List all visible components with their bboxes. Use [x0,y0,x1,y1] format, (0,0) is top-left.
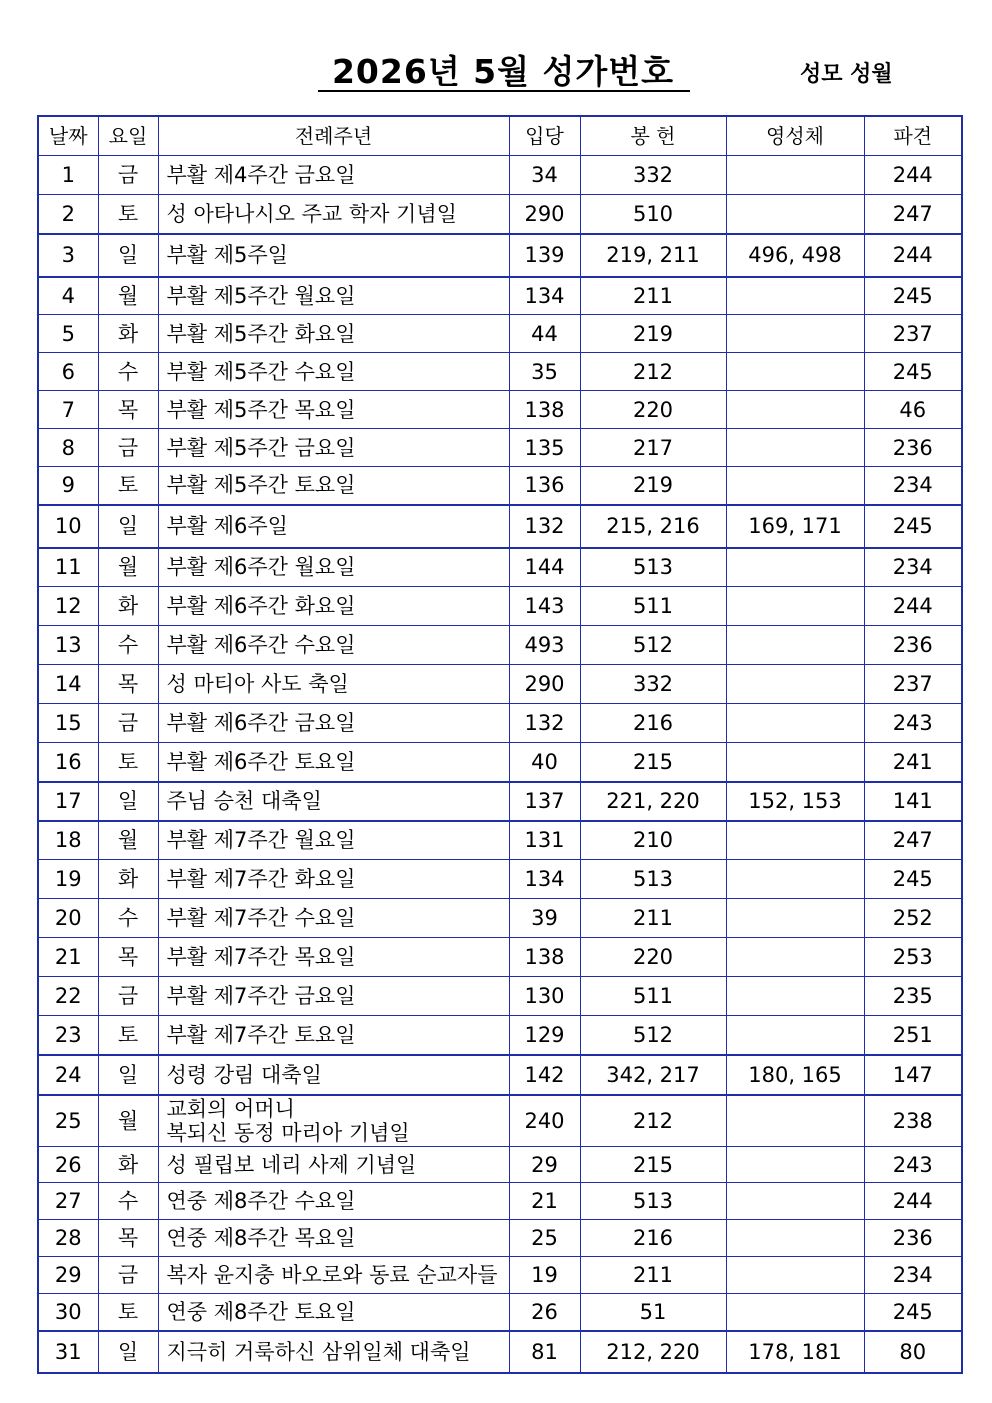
cell-liturgy [158,429,509,467]
cell-liturgy [158,626,509,665]
cell-date: 19 [38,860,98,899]
table-row [38,277,962,315]
table-row [38,587,962,626]
liturgy-line: 교회의 어머니 [166,1096,295,1121]
liturgy-line: 부활 제6주간 수요일 [166,633,356,657]
title-underline [318,90,690,92]
liturgy-line: 부활 제6주간 토요일 [166,749,356,774]
cell-liturgy [158,860,509,899]
cell-entrance: 35 [509,353,580,391]
cell-dismissal: 243 [864,1147,962,1183]
cell-day: 월 [98,821,158,860]
cell-liturgy [158,821,509,860]
cell-dismissal: 235 [864,977,962,1016]
table-row [38,977,962,1016]
cell-day: 토 [98,1294,158,1331]
cell-date: 22 [38,977,98,1016]
cell-communion [726,277,864,315]
cell-liturgy [158,391,509,429]
cell-communion [726,548,864,587]
cell-communion: 496, 498 [726,234,864,277]
cell-liturgy [158,1016,509,1055]
cell-dismissal: 252 [864,899,962,938]
cell-communion [726,353,864,391]
cell-date: 25 [38,1095,98,1147]
cell-communion [726,665,864,704]
cell-offertory: 211 [580,1257,726,1294]
cell-dismissal: 236 [864,1220,962,1257]
cell-dismissal: 245 [864,277,962,315]
cell-communion [726,899,864,938]
cell-dismissal: 236 [864,626,962,665]
cell-entrance: 19 [509,1257,580,1294]
cell-offertory: 513 [580,860,726,899]
cell-communion [726,1183,864,1220]
cell-communion [726,429,864,467]
cell-offertory: 216 [580,1220,726,1257]
liturgy-line: 부활 제5주일 [166,243,288,267]
cell-entrance: 29 [509,1147,580,1183]
cell-entrance: 136 [509,467,580,505]
cell-day: 토 [98,195,158,234]
cell-liturgy [158,467,509,505]
cell-day: 화 [98,587,158,626]
cell-entrance: 137 [509,782,580,821]
table-row [38,704,962,743]
cell-dismissal: 238 [864,1095,962,1147]
table-body [38,156,962,1373]
cell-day: 수 [98,626,158,665]
table-row [38,1331,962,1373]
cell-date: 11 [38,548,98,587]
table-row [38,626,962,665]
cell-entrance: 143 [509,587,580,626]
cell-liturgy [158,704,509,743]
table-row [38,821,962,860]
cell-dismissal: 46 [864,391,962,429]
cell-day: 일 [98,1331,158,1373]
liturgy-line: 부활 제7주간 월요일 [166,828,356,853]
table-row [38,195,962,234]
cell-liturgy [158,277,509,315]
cell-entrance: 130 [509,977,580,1016]
cell-offertory: 220 [580,391,726,429]
cell-dismissal: 245 [864,1294,962,1331]
cell-day: 토 [98,1016,158,1055]
table-row [38,467,962,505]
cell-entrance: 39 [509,899,580,938]
cell-dismissal: 80 [864,1331,962,1373]
liturgy-line: 부활 제5주간 수요일 [166,359,356,384]
liturgy-line: 부활 제4주간 금요일 [166,163,356,187]
table-row [38,315,962,353]
cell-offertory: 215 [580,1147,726,1183]
liturgy-line: 부활 제5주간 토요일 [166,473,356,498]
cell-day: 목 [98,665,158,704]
cell-dismissal: 245 [864,353,962,391]
cell-day: 목 [98,1220,158,1257]
cell-offertory: 215, 216 [580,505,726,548]
table-row [38,1095,962,1147]
table-row [38,1220,962,1257]
cell-date: 4 [38,277,98,315]
cell-date: 13 [38,626,98,665]
cell-offertory: 217 [580,429,726,467]
liturgy-line: 성 아타나시오 주교 학자 기념일 [166,201,457,226]
cell-date: 28 [38,1220,98,1257]
liturgy-line: 부활 제7주간 수요일 [166,906,356,930]
liturgy-line: 부활 제6주간 화요일 [166,594,356,618]
cell-entrance: 144 [509,548,580,587]
cell-offertory: 512 [580,1016,726,1055]
table-row [38,1016,962,1055]
cell-dismissal: 247 [864,195,962,234]
cell-entrance: 131 [509,821,580,860]
cell-entrance: 132 [509,505,580,548]
cell-dismissal: 245 [864,860,962,899]
cell-offertory: 51 [580,1294,726,1331]
cell-liturgy [158,1220,509,1257]
cell-entrance: 138 [509,391,580,429]
cell-date: 29 [38,1257,98,1294]
cell-day: 일 [98,782,158,821]
cell-liturgy [158,899,509,938]
cell-day: 수 [98,353,158,391]
cell-date: 6 [38,353,98,391]
cell-day: 화 [98,860,158,899]
cell-day: 금 [98,429,158,467]
cell-entrance: 493 [509,626,580,665]
cell-dismissal: 237 [864,315,962,353]
table-row [38,1257,962,1294]
cell-offertory: 210 [580,821,726,860]
cell-dismissal: 141 [864,782,962,821]
cell-offertory: 211 [580,277,726,315]
cell-liturgy [158,587,509,626]
cell-liturgy [158,1257,509,1294]
cell-dismissal: 147 [864,1055,962,1095]
cell-entrance: 21 [509,1183,580,1220]
cell-offertory: 212 [580,353,726,391]
table-row [38,1147,962,1183]
cell-liturgy [158,1294,509,1331]
cell-liturgy [158,1095,509,1147]
table-row [38,1055,962,1095]
cell-communion [726,860,864,899]
liturgy-line: 부활 제5주간 목요일 [166,397,356,422]
cell-offertory: 221, 220 [580,782,726,821]
cell-day: 수 [98,899,158,938]
cell-liturgy [158,1147,509,1183]
cell-dismissal: 244 [864,1183,962,1220]
cell-entrance: 134 [509,860,580,899]
table-row [38,1183,962,1220]
cell-communion [726,977,864,1016]
table-row [38,1294,962,1331]
cell-communion [726,315,864,353]
cell-offertory: 342, 217 [580,1055,726,1095]
column-header-liturgy: 전례주년 [158,116,509,156]
column-header-day: 요일 [98,116,158,156]
cell-day: 금 [98,1257,158,1294]
column-header-communion: 영성체 [726,116,864,156]
table-row [38,234,962,277]
cell-date: 15 [38,704,98,743]
cell-offertory: 212 [580,1095,726,1147]
cell-date: 30 [38,1294,98,1331]
cell-communion [726,626,864,665]
liturgy-line: 부활 제7주간 목요일 [166,945,356,969]
cell-dismissal: 236 [864,429,962,467]
table-row [38,782,962,821]
liturgy-line: 부활 제7주간 금요일 [166,984,356,1008]
column-header-entrance: 입당 [509,116,580,156]
cell-communion [726,1147,864,1183]
cell-communion: 180, 165 [726,1055,864,1095]
cell-entrance: 240 [509,1095,580,1147]
cell-offertory: 510 [580,195,726,234]
cell-communion [726,1220,864,1257]
cell-offertory: 511 [580,977,726,1016]
cell-date: 5 [38,315,98,353]
cell-offertory: 211 [580,899,726,938]
cell-offertory: 511 [580,587,726,626]
cell-day: 화 [98,1147,158,1183]
liturgy-line: 부활 제5주간 월요일 [166,283,356,308]
cell-offertory: 216 [580,704,726,743]
cell-day: 월 [98,1095,158,1147]
cell-offertory: 220 [580,938,726,977]
cell-day: 일 [98,1055,158,1095]
cell-entrance: 34 [509,156,580,195]
cell-offertory: 332 [580,156,726,195]
liturgy-line: 부활 제7주간 토요일 [166,1022,356,1047]
cell-date: 3 [38,234,98,277]
cell-date: 21 [38,938,98,977]
liturgy-line: 연중 제8주간 수요일 [166,1189,356,1213]
cell-date: 8 [38,429,98,467]
cell-day: 금 [98,977,158,1016]
table-row [38,938,962,977]
cell-dismissal: 243 [864,704,962,743]
cell-liturgy [158,234,509,277]
cell-entrance: 44 [509,315,580,353]
cell-communion [726,1095,864,1147]
cell-communion [726,1294,864,1331]
cell-dismissal: 247 [864,821,962,860]
cell-date: 18 [38,821,98,860]
table-row [38,665,962,704]
cell-dismissal: 237 [864,665,962,704]
cell-day: 월 [98,548,158,587]
cell-offertory: 212, 220 [580,1331,726,1373]
cell-date: 2 [38,195,98,234]
liturgy-line: 부활 제5주간 화요일 [166,321,356,346]
table-row [38,156,962,195]
liturgy-line: 부활 제6주일 [166,514,288,538]
cell-date: 16 [38,743,98,782]
cell-liturgy [158,743,509,782]
cell-entrance: 134 [509,277,580,315]
liturgy-line: 성령 강림 대축일 [166,1062,322,1087]
cell-day: 금 [98,156,158,195]
cell-date: 1 [38,156,98,195]
cell-date: 24 [38,1055,98,1095]
cell-entrance: 138 [509,938,580,977]
liturgy-line: 부활 제6주간 월요일 [166,555,356,580]
table-row [38,548,962,587]
liturgy-line: 성 마티아 사도 축일 [166,672,349,696]
cell-dismissal: 234 [864,548,962,587]
cell-communion [726,587,864,626]
cell-day: 금 [98,704,158,743]
cell-dismissal: 253 [864,938,962,977]
cell-liturgy [158,505,509,548]
cell-offertory: 215 [580,743,726,782]
cell-dismissal: 251 [864,1016,962,1055]
cell-liturgy [158,782,509,821]
table-row [38,505,962,548]
cell-liturgy [158,353,509,391]
cell-entrance: 290 [509,665,580,704]
cell-day: 목 [98,938,158,977]
cell-liturgy [158,195,509,234]
cell-communion [726,195,864,234]
cell-dismissal: 244 [864,234,962,277]
cell-communion [726,1257,864,1294]
cell-offertory: 332 [580,665,726,704]
cell-communion [726,938,864,977]
cell-offertory: 219, 211 [580,234,726,277]
cell-day: 토 [98,743,158,782]
cell-entrance: 26 [509,1294,580,1331]
cell-date: 14 [38,665,98,704]
cell-communion [726,156,864,195]
table-row [38,391,962,429]
cell-communion [726,391,864,429]
cell-dismissal: 234 [864,1257,962,1294]
cell-entrance: 129 [509,1016,580,1055]
cell-day: 수 [98,1183,158,1220]
cell-offertory: 513 [580,1183,726,1220]
liturgy-line: 복자 윤지충 바오로와 동료 순교자들 [166,1263,498,1287]
liturgy-line: 부활 제5주간 금요일 [166,435,356,460]
cell-entrance: 142 [509,1055,580,1095]
cell-liturgy [158,977,509,1016]
column-header-offertory: 봉 헌 [580,116,726,156]
cell-day: 일 [98,234,158,277]
cell-entrance: 81 [509,1331,580,1373]
cell-liturgy [158,1183,509,1220]
cell-date: 31 [38,1331,98,1373]
cell-liturgy [158,548,509,587]
cell-liturgy [158,1331,509,1373]
liturgy-line: 부활 제6주간 금요일 [166,711,356,735]
cell-communion [726,743,864,782]
liturgy-line: 부활 제7주간 화요일 [166,867,356,891]
table-row [38,860,962,899]
cell-dismissal: 244 [864,587,962,626]
page-subtitle: 성모 성월 [800,62,893,87]
column-header-date: 날짜 [38,116,98,156]
cell-offertory: 512 [580,626,726,665]
cell-day: 화 [98,315,158,353]
cell-day: 토 [98,467,158,505]
cell-dismissal: 245 [864,505,962,548]
cell-communion [726,821,864,860]
cell-dismissal: 241 [864,743,962,782]
liturgy-line: 성 필립보 네리 사제 기념일 [166,1152,417,1177]
cell-date: 23 [38,1016,98,1055]
cell-date: 10 [38,505,98,548]
cell-communion [726,704,864,743]
liturgy-line: 연중 제8주간 목요일 [166,1226,356,1250]
column-header-dismissal: 파견 [864,116,962,156]
liturgy-line: 주님 승천 대축일 [166,789,322,813]
cell-offertory: 219 [580,315,726,353]
page-title: 2026년 5월 성가번호 [331,52,675,91]
cell-communion [726,467,864,505]
cell-entrance: 132 [509,704,580,743]
table-row [38,353,962,391]
cell-dismissal: 234 [864,467,962,505]
cell-date: 26 [38,1147,98,1183]
cell-entrance: 135 [509,429,580,467]
cell-entrance: 40 [509,743,580,782]
cell-day: 월 [98,277,158,315]
table-row [38,743,962,782]
cell-entrance: 139 [509,234,580,277]
cell-day: 일 [98,505,158,548]
cell-liturgy [158,156,509,195]
cell-communion: 152, 153 [726,782,864,821]
cell-offertory: 219 [580,467,726,505]
table-header-row [38,116,962,156]
cell-liturgy [158,665,509,704]
cell-entrance: 290 [509,195,580,234]
cell-communion [726,1016,864,1055]
cell-day: 목 [98,391,158,429]
cell-date: 27 [38,1183,98,1220]
cell-dismissal: 244 [864,156,962,195]
liturgy-line: 지극히 거룩하신 삼위일체 대축일 [166,1339,471,1364]
cell-date: 17 [38,782,98,821]
cell-entrance: 25 [509,1220,580,1257]
liturgy-line: 연중 제8주간 토요일 [166,1299,356,1324]
cell-liturgy [158,938,509,977]
cell-date: 12 [38,587,98,626]
table-row [38,429,962,467]
cell-liturgy [158,1055,509,1095]
cell-liturgy [158,315,509,353]
cell-communion: 178, 181 [726,1331,864,1373]
table-row [38,899,962,938]
cell-date: 20 [38,899,98,938]
cell-offertory: 513 [580,548,726,587]
liturgy-line: 복되신 동정 마리아 기념일 [166,1120,410,1145]
cell-communion: 169, 171 [726,505,864,548]
cell-date: 9 [38,467,98,505]
cell-date: 7 [38,391,98,429]
hymn-schedule-table [37,115,963,1374]
